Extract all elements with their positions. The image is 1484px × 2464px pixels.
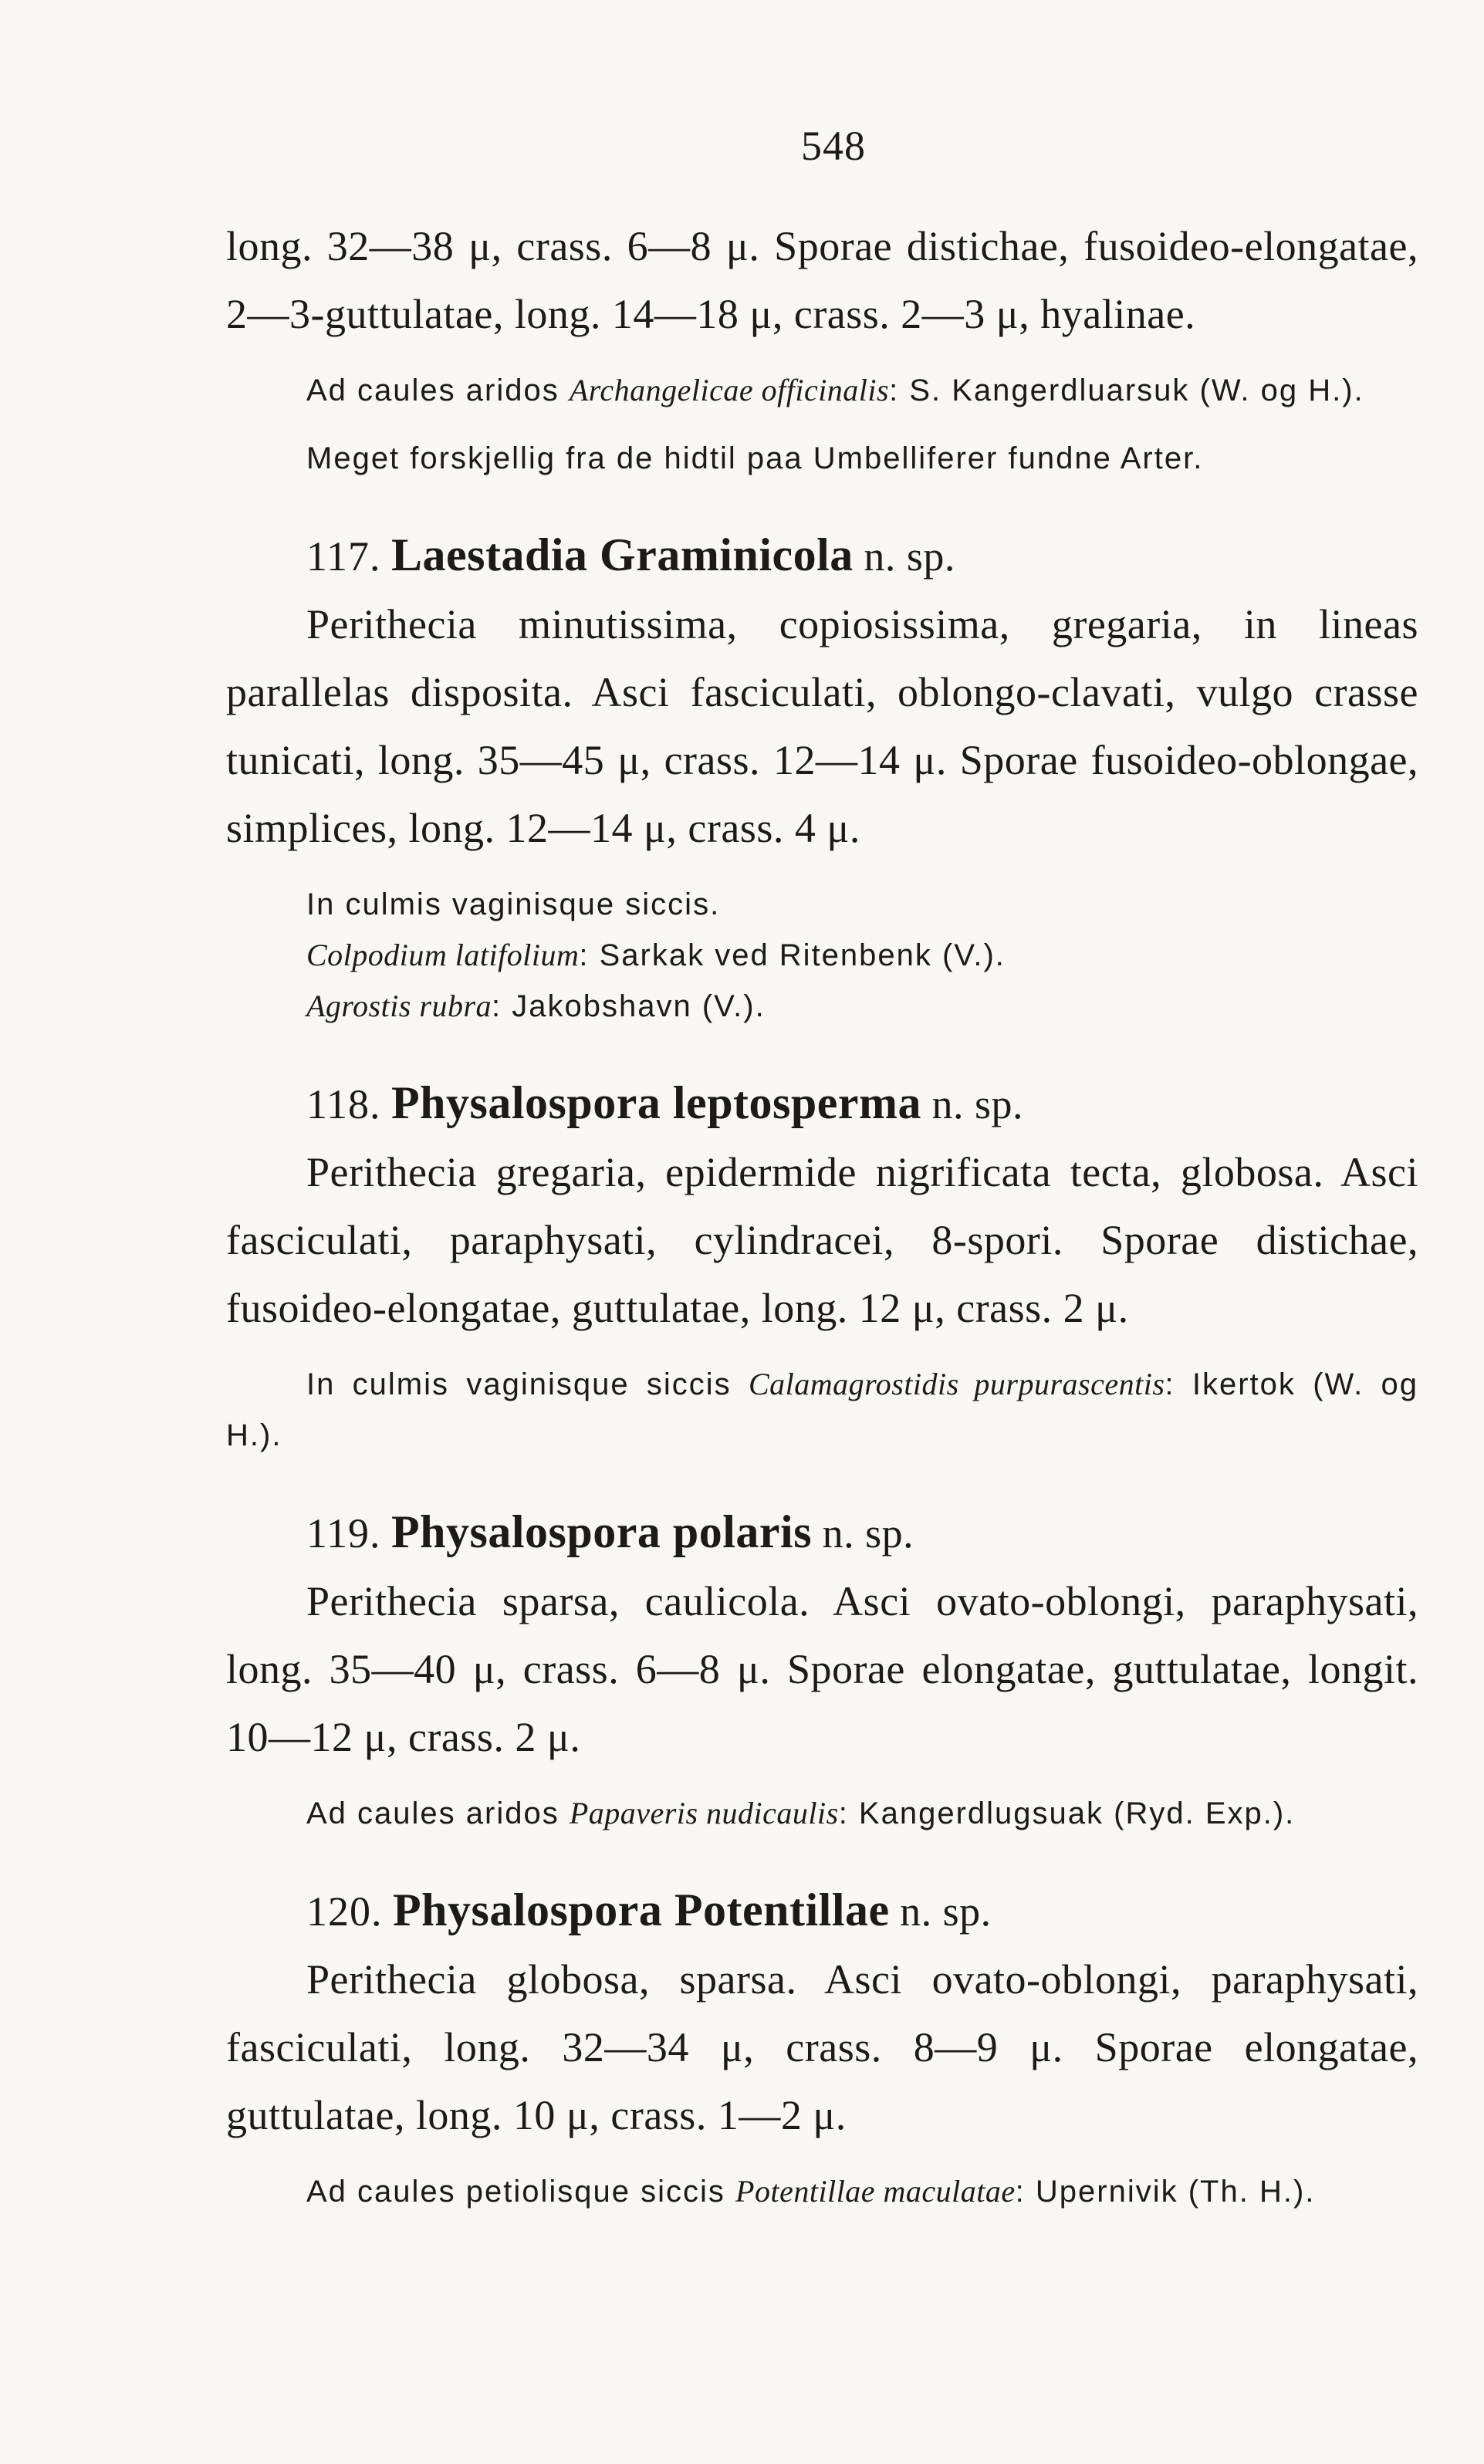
remark: Meget forskjellig fra de hidtil paa Umbelliferer fundne Arter.: [306, 441, 1204, 475]
host-name: Calamagrostidis purpurascentis: [748, 1367, 1165, 1401]
host-name: Potentillae maculatae: [735, 2174, 1016, 2209]
species-heading: 118. Physalospora leptosperma n. sp.: [306, 1077, 1024, 1128]
description-paragraph: Perithecia minutissima, copiosissima, gregaria, in lineas parallelas disposita. Asci fasciculati, oblongo-clavati, vulgo crasse tunicati, long. 35—45 μ, crass. 12—14 μ. Sporae fusoideo-oblongae, simplices, long. 12—14 μ, crass. 4 μ.: [226, 601, 1418, 851]
host-locality: Ad caules aridos Papaveris nudicaulis: Kangerdlugsuak (Ryd. Exp.).: [306, 1796, 1296, 1830]
host-name: Agrostis rubra: [306, 989, 492, 1023]
species-heading: 117. Laestadia Graminicola n. sp.: [306, 529, 955, 580]
host-locality: Ad caules petiolisque siccis Potentillae maculatae: Upernivik (Th. H.).: [306, 2174, 1316, 2209]
species-heading: 120. Physalospora Potentillae n. sp.: [306, 1884, 992, 1935]
species-name: Physalospora polaris: [391, 1506, 813, 1557]
species-heading: 119. Physalospora polaris n. sp.: [306, 1506, 914, 1557]
description-paragraph: Perithecia sparsa, caulicola. Asci ovato-oblongi, paraphysati, long. 35—40 μ, crass. 6—8 μ. Sporae elongatae, guttulatae, longit. 10—12 μ, crass. 2 μ.: [226, 1578, 1418, 1760]
host-name: Archangelicae officinalis: [569, 373, 890, 407]
description-paragraph: long. 32—38 μ, crass. 6—8 μ. Sporae distichae, fusoideo-elongatae, 2—3-guttulatae, long. 14—18 μ, crass. 2—3 μ, hyalinae.: [226, 223, 1418, 337]
host-name: Colpodium latifolium: [306, 938, 580, 972]
host-locality: Colpodium latifolium: Sarkak ved Ritenbenk (V.).: [306, 938, 1006, 972]
species-name: Laestadia Graminicola: [391, 529, 854, 580]
species-name: Physalospora leptosperma: [391, 1077, 921, 1128]
species-name: Physalospora Potentillae: [393, 1884, 890, 1935]
description-paragraph: Perithecia globosa, sparsa. Asci ovato-oblongi, paraphysati, fasciculati, long. 32—34 μ, crass. 8—9 μ. Sporae elongatae, guttulatae, long. 10 μ, crass. 1—2 μ.: [226, 1956, 1418, 2138]
host-locality: Agrostis rubra: Jakobshavn (V.).: [306, 989, 766, 1023]
page-number: 548: [801, 123, 866, 169]
page-content: [226, 212, 1418, 2217]
habitat: In culmis vaginisque siccis.: [306, 887, 721, 921]
host-name: Papaveris nudicaulis: [569, 1796, 839, 1830]
description-paragraph: Perithecia gregaria, epidermide nigrificata tecta, globosa. Asci fasciculati, paraphysati, cylindracei, 8-spori. Sporae distichae, fusoideo-elongatae, guttulatae, long. 12 μ, crass. 2 μ.: [226, 1149, 1418, 1331]
host-locality: Ad caules aridos Archangelicae officinalis: S. Kangerdluarsuk (W. og H.).: [306, 373, 1364, 407]
host-locality: In culmis vaginisque siccis Calamagrostidis purpurascentis: Ikertok (W. og H.).: [226, 1367, 1418, 1452]
